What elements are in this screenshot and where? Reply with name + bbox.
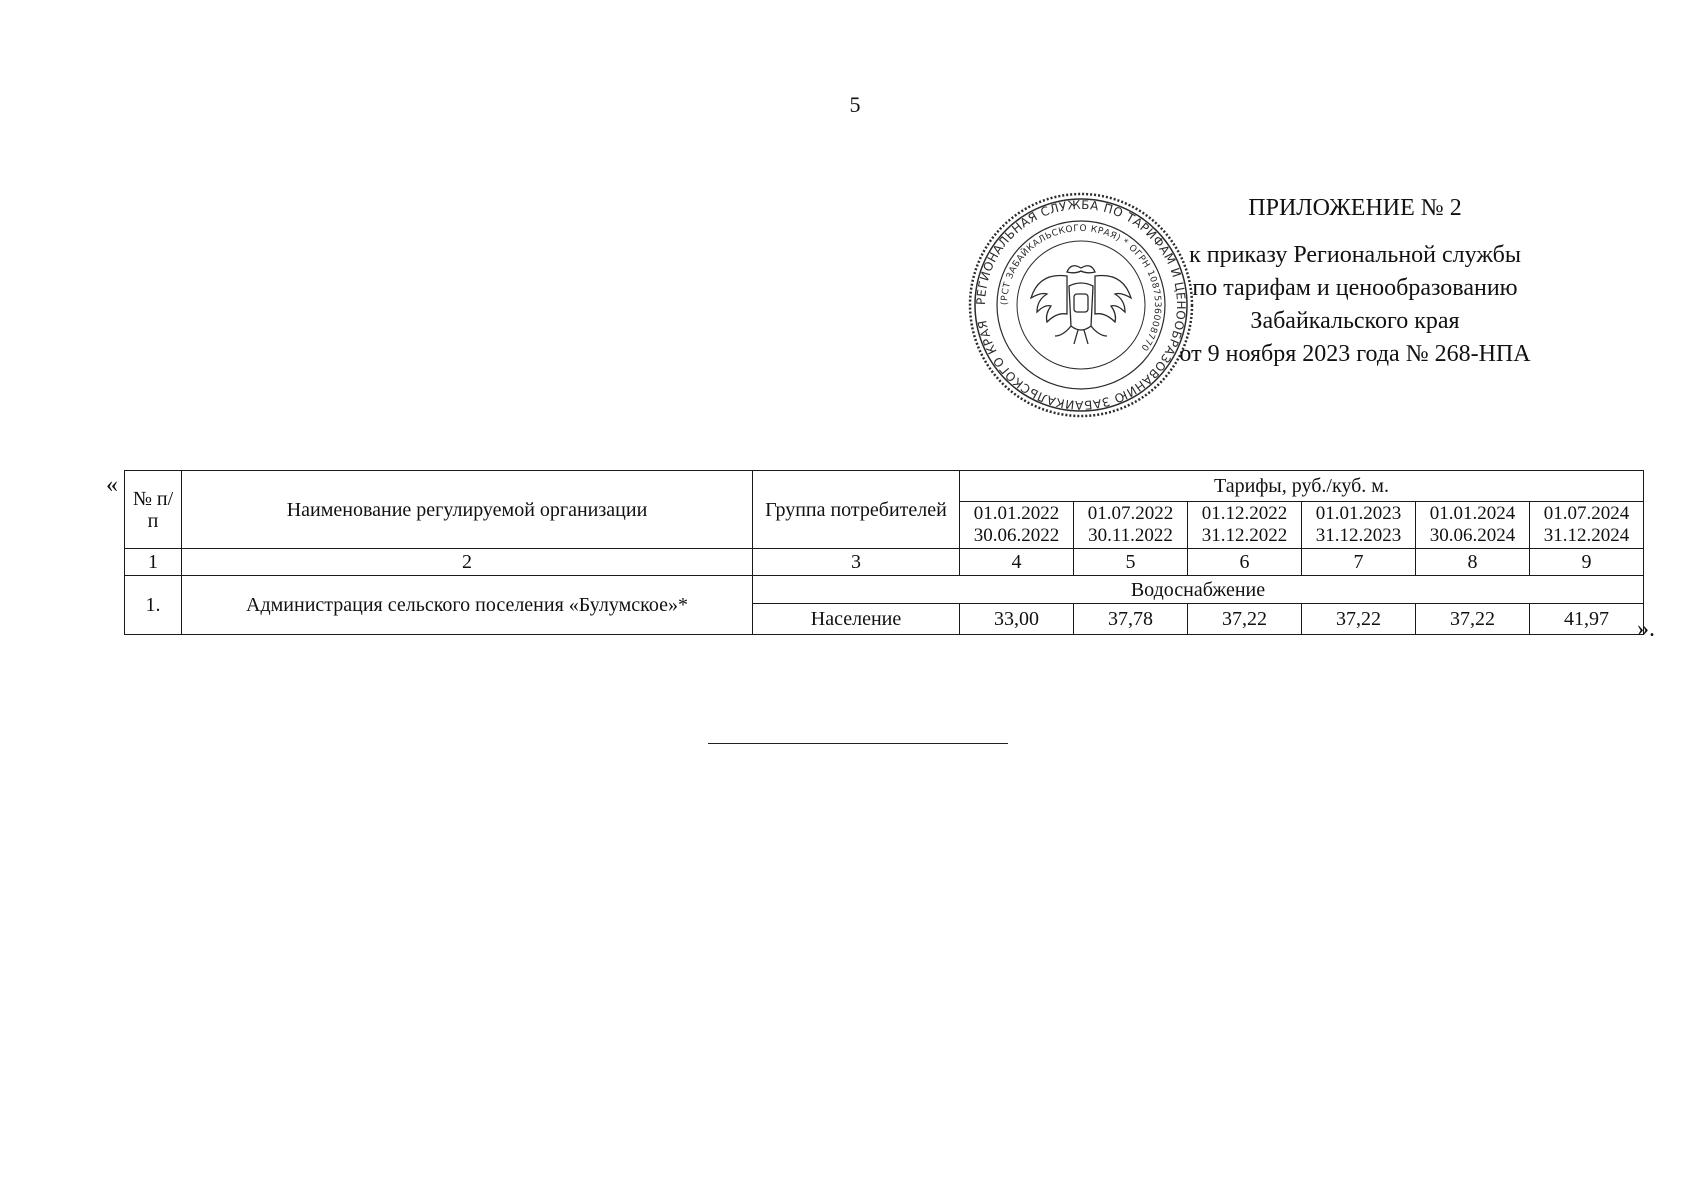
eagle-emblem-icon: [1031, 266, 1131, 344]
row-service: Водоснабжение: [753, 576, 1644, 604]
column-index: 9: [1530, 549, 1644, 576]
header-period: 01.12.2022 31.12.2022: [1188, 502, 1302, 549]
tariff-value: 33,00: [960, 604, 1074, 635]
tariff-value: 37,22: [1188, 604, 1302, 635]
table-row: [125, 576, 1644, 604]
appendix-title: ПРИЛОЖЕНИЕ № 2: [1248, 195, 1462, 221]
appendix-line-4: от 9 ноября 2023 года № 268-НПА: [1179, 341, 1531, 367]
header-period: 01.07.2024 31.12.2024: [1530, 502, 1644, 549]
column-index: 2: [182, 549, 753, 576]
column-index: 1: [125, 549, 182, 576]
header-num: № п/п: [125, 471, 182, 549]
column-index: 5: [1074, 549, 1188, 576]
page-number: 5: [849, 92, 861, 117]
seal-outer-text: РЕГИОНАЛЬНАЯ СЛУЖБА ПО ТАРИФАМ И ЦЕНООБРАЗОВАНИЮ ЗАБАЙКАЛЬСКОГО КРАЯ: [973, 197, 1189, 413]
row-group: Население: [753, 604, 960, 635]
appendix-line-2: по тарифам и ценообразованию: [1192, 275, 1518, 301]
row-num: 1.: [125, 576, 182, 635]
appendix-line-3: Забайкальского края: [1250, 308, 1460, 334]
tariff-value: 37,22: [1302, 604, 1416, 635]
column-index-row: [125, 549, 1644, 576]
header-org: Наименование регулируемой организации: [182, 471, 753, 549]
tariff-table: [124, 470, 1644, 635]
header-period: 01.01.2024 30.06.2024: [1416, 502, 1530, 549]
column-index: 6: [1188, 549, 1302, 576]
tariff-value: 37,78: [1074, 604, 1188, 635]
header-group: Группа потребителей: [753, 471, 960, 549]
row-org-name: Администрация сельского поселения «Булумское»*: [182, 576, 753, 635]
header-period: 01.07.2022 30.11.2022: [1074, 502, 1188, 549]
header-tariffs: Тарифы, руб./куб. м.: [960, 471, 1644, 502]
header-period: 01.01.2023 31.12.2023: [1302, 502, 1416, 549]
opening-quote: «: [106, 472, 118, 498]
tariff-value: 37,22: [1416, 604, 1530, 635]
header-period: 01.01.2022 30.06.2022: [960, 502, 1074, 549]
column-index: 7: [1302, 549, 1416, 576]
tariff-value: 41,97: [1530, 604, 1644, 635]
column-index: 4: [960, 549, 1074, 576]
seal-inner-text: (РСТ ЗАБАЙКАЛЬСКОГО КРАЯ) * ОГРН 1087536008770: [999, 223, 1163, 353]
appendix-line-1: к приказу Региональной службы: [1189, 242, 1521, 268]
column-index: 3: [753, 549, 960, 576]
column-index: 8: [1416, 549, 1530, 576]
bottom-divider: [708, 743, 1008, 744]
closing-quote: ».: [1637, 616, 1655, 642]
appendix-header: [1140, 192, 1570, 371]
